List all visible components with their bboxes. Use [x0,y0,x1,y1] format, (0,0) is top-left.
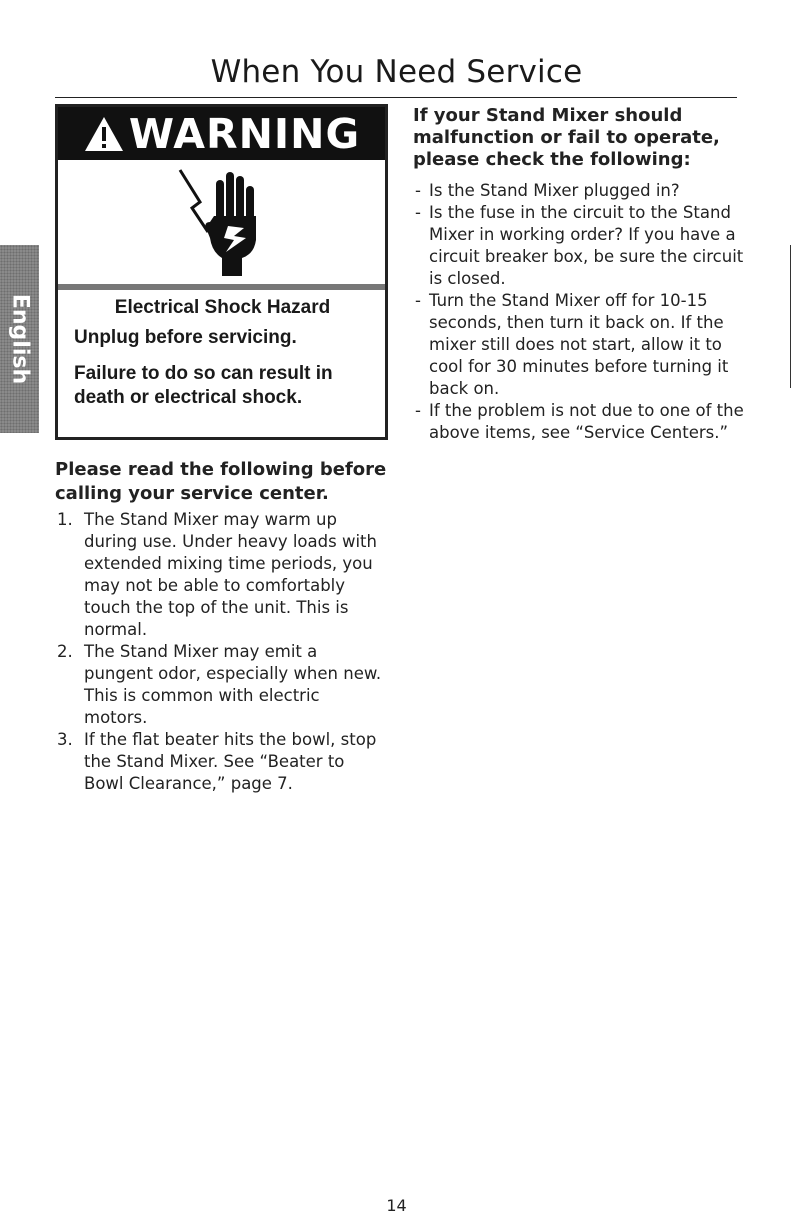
electrical-shock-hazard-icon [178,166,268,278]
list-marker: 2. [57,642,73,661]
warning-instruction: Unplug before servicing. [74,327,297,348]
hazard-title: Electrical Shock Hazard [114,297,331,318]
list-item-text: Is the Stand Mixer plugged in? [429,181,680,200]
list-marker: 1. [57,510,73,529]
warning-triangle-icon [83,115,125,153]
title-divider [55,97,737,98]
margin-rule [790,245,791,388]
list-marker: - [415,203,421,222]
right-checklist [413,180,748,444]
list-marker: 3. [57,730,73,749]
page-title: When You Need Service [210,54,583,90]
language-tab [0,245,39,433]
hazard-figure [58,160,385,284]
list-marker: - [415,181,421,200]
warning-text [58,290,385,410]
list-item [413,180,748,202]
warning-header [58,107,385,160]
list-item-text: Turn the Stand Mixer off for 10-15 seconds, then turn it back on. If the mixer still does not start, allow it to cool for 30 minutes before turning it back on. [429,291,729,398]
left-numbered-list [55,509,385,795]
list-item-text: If the problem is not due to one of the above items, see “Service Centers.” [429,401,744,442]
list-item-text: Is the fuse in the circuit to the Stand Mixer in working order? If you have a circuit breaker box, be sure the circuit is closed. [429,203,744,288]
list-item [413,400,748,444]
list-item [55,641,385,729]
list-item [55,729,385,795]
list-marker: - [415,401,421,420]
list-marker: - [415,291,421,310]
page-number: 14 [386,1196,407,1215]
list-item-text: The Stand Mixer may emit a pungent odor, especially when new. This is common with electric motors. [84,642,382,727]
warning-consequence: Failure to do so can result in death or electrical shock. [74,363,333,408]
list-item-text: If the flat beater hits the bowl, stop the Stand Mixer. See “Beater to Bowl Clearance,” page 7. [84,730,377,793]
list-item-text: The Stand Mixer may warm up during use. Under heavy loads with extended mixing time periods, you may not be able to comfortably touch the top of the unit. This is normal. [84,510,377,639]
warning-box [55,104,388,440]
warning-header-label: WARNING [128,109,361,158]
list-item [413,202,748,290]
left-section-heading: Please read the following before calling your service center. [55,459,387,504]
right-section-heading: If your Stand Mixer should malfunction or fail to operate, please check the following: [413,105,720,170]
language-tab-label: English [7,293,32,385]
list-item [413,290,748,400]
list-item [55,509,385,641]
